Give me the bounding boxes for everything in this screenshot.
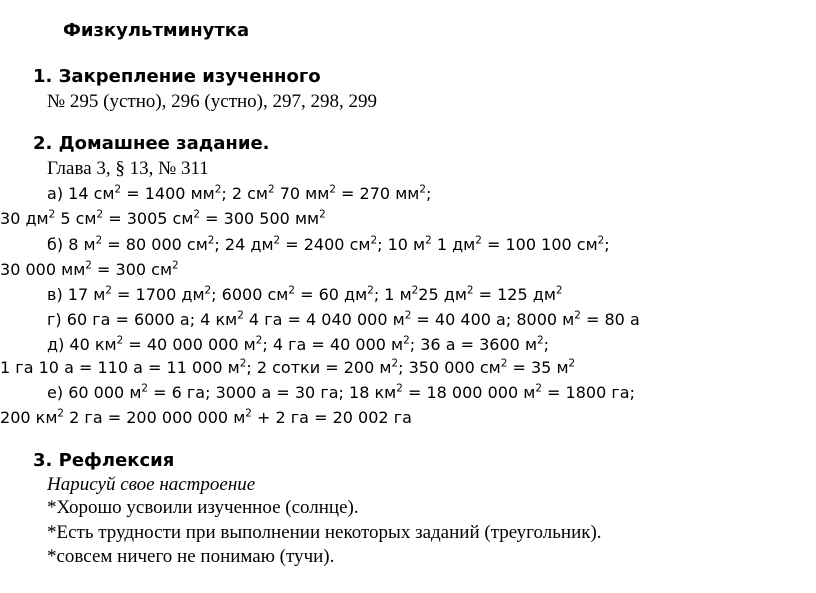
reflection-option-sun: *Хорошо усвоили изученное (солнце). bbox=[47, 497, 359, 518]
homework-line-e2: 200 $км^2$ 2 га = 200 000 000 $м^2 + 2$ га = 20 002 га bbox=[0, 407, 412, 427]
homework-line-e1: е) 60 000 $м^2 = 6$ га; 3000 а = 30 га; 18 $км^2 = 18$ 000 000 $м^2 = 1800$ га; bbox=[47, 382, 635, 402]
section-1-text: № 295 (устно), 296 (устно), 297, 298, 299 bbox=[47, 91, 377, 112]
section-2-intro: Глава 3, § 13, № 311 bbox=[47, 158, 209, 179]
homework-line-v: в) 17 $м^2 = 1700$ $дм^2$; 6000 $см^2 = 60$ $дм^2$; 1 $м^225$ $дм^2 = 125$ $дм^2$ bbox=[47, 284, 563, 304]
homework-line-b2: 30 000 $мм^2 = 300$ $см^2$ bbox=[0, 259, 179, 279]
homework-line-a2: 30 $дм^2$ 5 $см^2 = 3005$ $см^2 = 300$ 500 $мм^2$ bbox=[0, 208, 326, 228]
homework-line-d2: 1 га 10 а = 110 а = 11 000 $м^2$; 2 сотки = 200 $м^2$; 350 000 $см^2 = 35$ $м^2$ bbox=[0, 357, 576, 377]
reflection-option-triangle: *Есть трудности при выполнении некоторых заданий (треугольник). bbox=[47, 522, 602, 543]
section-3-heading: 3. Рефлексия bbox=[33, 450, 175, 471]
homework-line-b1: б) 8 $м^2 = 80$ 000 $см^2$; 24 $дм^2 = 2400$ $см^2$; 10 $м^2$ 1 $дм^2 = 100$ 100 $см^2$; bbox=[47, 234, 610, 254]
section-1-heading: 1. Закрепление изученного bbox=[33, 66, 321, 87]
homework-line-d1: д) 40 $км^2 = 40$ 000 000 $м^2$; 4 га = 40 000 $м^2$; 36 а = 3600 $м^2$; bbox=[47, 334, 550, 354]
homework-line-g: г) 60 га = 6000 а; 4 $км^2$ 4 га = 4 040 000 $м^2 = 40$ 400 а; 8000 $м^2 = 80$ а bbox=[47, 309, 640, 329]
homework-line-a1: а) 14 $см^2 = 1400$ $мм^2$; 2 $см^2$ 70 $мм^2 = 270$ $мм^2$; bbox=[47, 183, 432, 203]
reflection-instruction: Нарисуй свое настроение bbox=[47, 474, 256, 495]
page-title: Физкультминутка bbox=[63, 20, 250, 41]
reflection-option-clouds: *совсем ничего не понимаю (тучи). bbox=[47, 546, 335, 567]
section-2-heading: 2. Домашнее задание. bbox=[33, 133, 270, 154]
